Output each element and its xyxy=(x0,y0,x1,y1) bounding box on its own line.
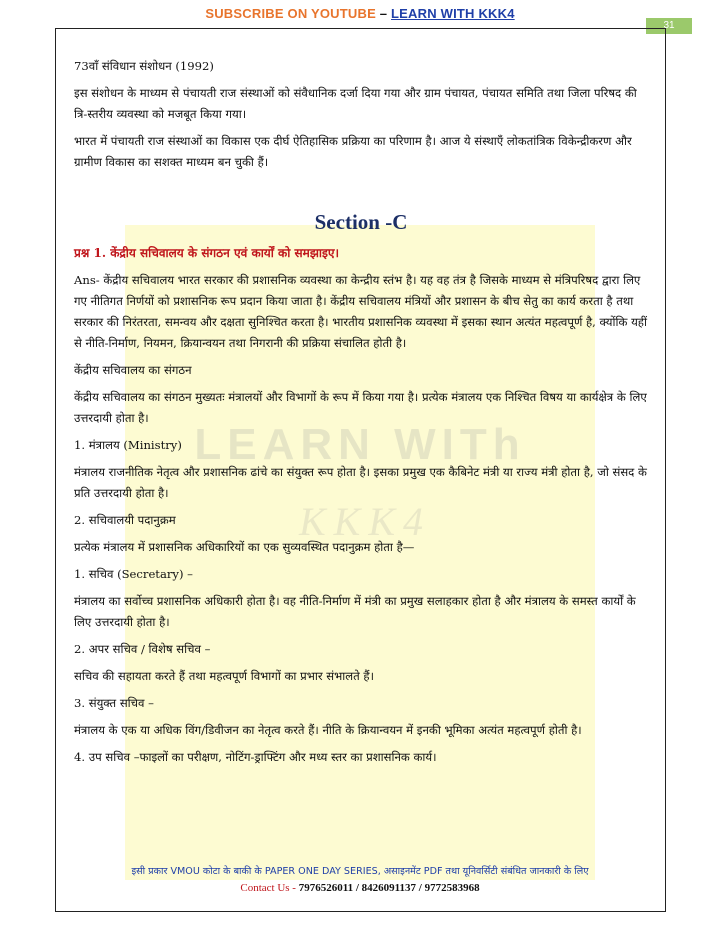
intro-paragraph-1: इस संशोधन के माध्यम से पंचायती राज संस्थाओं को संवैधानिक दर्जा दिया गया और ग्राम पंचायत, पंचायत समिति तथा जिला परिषद की त्रि-स्तरीय व्यवस्था को मजबूत किया गया। xyxy=(74,86,637,121)
intro-heading: 73वाँ संविधान संशोधन (1992) xyxy=(74,59,214,73)
contact-label: Contact Us - xyxy=(240,882,299,894)
organization-heading: केंद्रीय सचिवालय का संगठन xyxy=(74,363,192,377)
page-number-badge: 31 xyxy=(646,18,692,34)
deputy-secretary-line: 4. उप सचिव –फाइलों का परीक्षण, नोटिंग-ड्राफ्टिंग और मध्य स्तर का प्रशासनिक कार्य। xyxy=(74,750,437,764)
watermark-logo-sub: KKK4 xyxy=(298,499,432,544)
intro-paragraph-2: भारत में पंचायती राज संस्थाओं का विकास एक दीर्घ ऐतिहासिक प्रक्रिया का परिणाम है। आज ये संस्थाएँ लोकतांत्रिक विकेन्द्रीकरण और ग्रामीण विकास का सशक्त माध्यम बन चुकी हैं। xyxy=(74,134,632,169)
secretary-heading: 1. सचिव (Secretary) – xyxy=(74,567,193,581)
footer-contact xyxy=(60,882,660,894)
answer-paragraph: Ans- केंद्रीय सचिवालय भारत सरकार की प्रशासनिक व्यवस्था का केन्द्रीय स्तंभ है। यह वह तंत्र है जिसके माध्यम से मंत्रिपरिषद द्वारा लिए गए नीतिगत निर्णयों को प्रशासनिक रूप प्रदान किया जाता है। केंद्रीय सचिवालय मंत्रियों और प्रशासन के बीच सेतु का कार्य करता है तथा सरकार की निरंतरता, समन्वय और दक्षता सुनिश्चित करता है। भारतीय प्रशासनिक व्यवस्था में इसका स्थान अत्यंत महत्वपूर्ण है, क्योंकि यहीं से नीति-निर्माण, नियमन, क्रियान्वयन तथा निगरानी की प्रक्रिया संचालित होती है। xyxy=(74,273,647,350)
hierarchy-heading: 2. सचिवालयी पदानुक्रम xyxy=(74,513,176,527)
secretary-text: मंत्रालय का सर्वोच्च प्रशासनिक अधिकारी होता है। वह नीति-निर्माण में मंत्री का प्रमुख सलाहकार होता है और मंत्रालय के समस्त कार्यों के लिए उत्तरदायी होता है। xyxy=(74,594,636,629)
section-title: Section -C xyxy=(314,210,408,234)
header-separator: – xyxy=(375,6,392,21)
footer-promo-text: इसी प्रकार VMOU कोटा के बाकी के PAPER ONE DAY SERIES, असाइनमेंट PDF तथा यूनिवर्सिटी संबंधित जानकारी के लिए xyxy=(131,866,589,877)
additional-secretary-text: सचिव की सहायता करते हैं तथा महत्वपूर्ण विभागों का प्रभार संभालते हैं। xyxy=(74,669,374,683)
joint-secretary-text: मंत्रालय के एक या अधिक विंग/डिवीजन का नेतृत्व करते हैं। नीति के क्रियान्वयन में इनकी भूमिका अत्यंत महत्वपूर्ण होती है। xyxy=(74,723,582,737)
channel-link[interactable]: LEARN WITH KKK4 xyxy=(391,6,515,21)
question-heading: प्रश्न 1. केंद्रीय सचिवालय के संगठन एवं कार्यों को समझाइए। xyxy=(74,246,340,260)
additional-secretary-heading: 2. अपर सचिव / विशेष सचिव – xyxy=(74,642,211,656)
ministry-heading: 1. मंत्रालय (Ministry) xyxy=(74,438,182,452)
ministry-text: मंत्रालय राजनीतिक नेतृत्व और प्रशासनिक ढांचे का संयुक्त रूप होता है। इसका प्रमुख एक कैबिनेट मंत्री या राज्य मंत्री होता है, जो संसद के प्रति उत्तरदायी होता है। xyxy=(74,465,647,500)
document-body xyxy=(74,56,648,768)
contact-numbers: 7976526011 / 8426091137 / 9772583968 xyxy=(298,882,480,894)
organization-text: केंद्रीय सचिवालय का संगठन मुख्यतः मंत्रालयों और विभागों के रूप में किया गया है। प्रत्येक मंत्रालय एक निश्चित विषय या कार्यक्षेत्र के लिए उत्तरदायी होता है। xyxy=(74,390,647,425)
hierarchy-text: प्रत्येक मंत्रालय में प्रशासनिक अधिकारियों का एक सुव्यवस्थित पदानुक्रम होता है— xyxy=(74,540,415,554)
joint-secretary-heading: 3. संयुक्त सचिव – xyxy=(74,696,154,710)
watermark-logo: LEARN WITh xyxy=(194,420,526,469)
subscribe-text: SUBSCRIBE ON YOUTUBE xyxy=(205,6,376,21)
header-banner xyxy=(0,6,720,21)
